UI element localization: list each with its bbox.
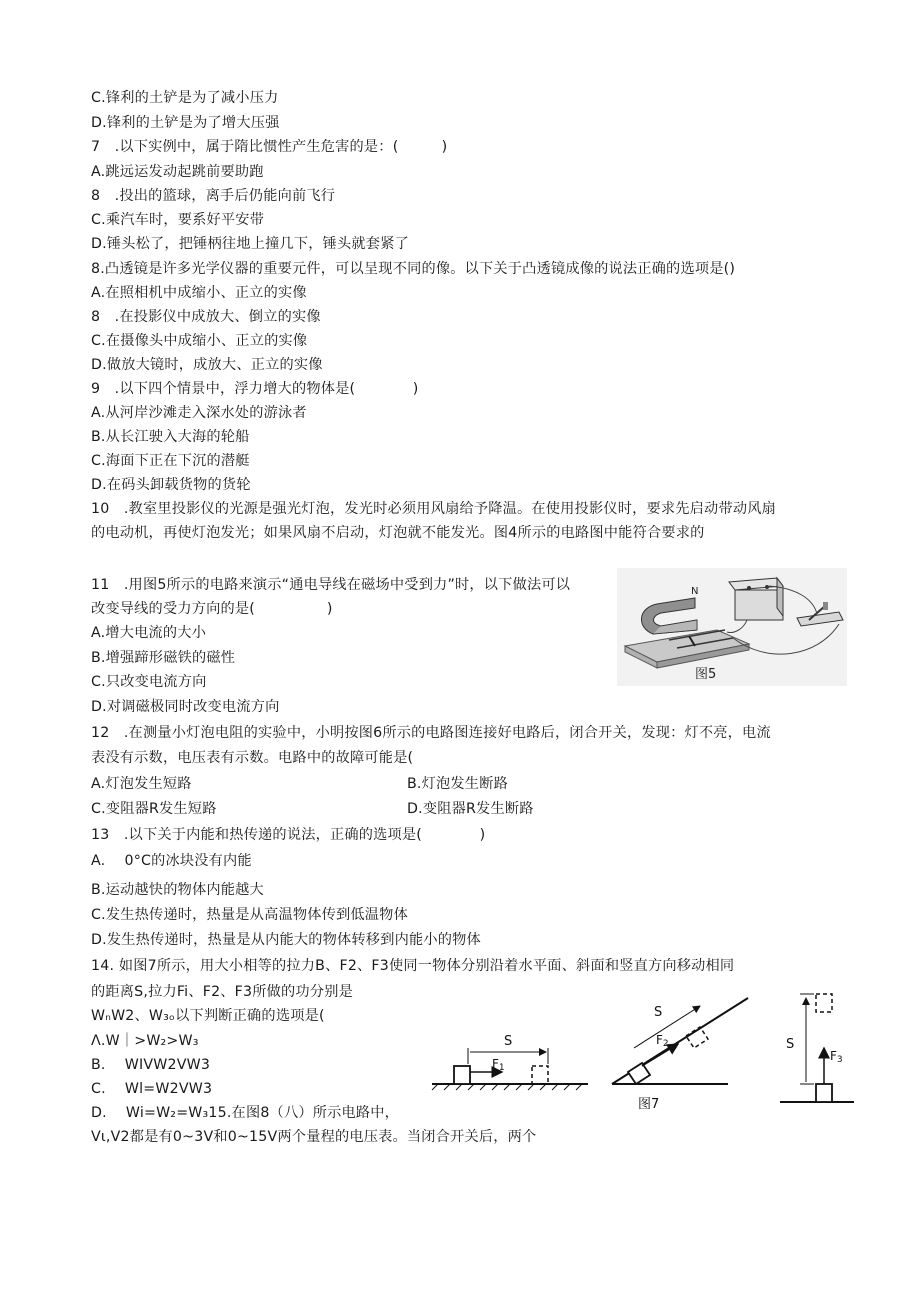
q15-stem-line2: Vι,V2都是有0~3V和0~15V两个量程的电压表。当闭合开关后，两个 (91, 1129, 537, 1145)
q13-option-c: C.发生热传递时，热量是从高温物体传到低温物体 (91, 907, 408, 923)
figure-5-caption: 图5 (695, 667, 717, 682)
q9-option-c: C.海面下正在下沉的潜艇 (91, 453, 250, 469)
q14-stem-line3: WₙW2、W₃ₒ以下判断正确的选项是( (91, 1008, 325, 1024)
figure-7-force-3-sub: 3 (836, 1055, 843, 1065)
figure-5 (617, 568, 847, 686)
figure-7-distance-label-2: S (654, 1005, 663, 1020)
q13-stem: 13 .以下关于内能和热传递的说法，正确的选项是( ) (91, 827, 486, 843)
q12-option-b: B.灯泡发生断路 (407, 776, 508, 792)
q14-option-b: B. WIVW2VW3 (91, 1057, 211, 1073)
q14-option-d-q15-stem: D. Wi=W₂=W₃15.在图8（八）所示电路中， (91, 1105, 400, 1121)
q7-option-a: A.跳远运发动起跳前要助跑 (91, 164, 264, 180)
q14-stem-line2: 的距离S,拉力Fi、F2、F3所做的功分别是 (91, 984, 353, 1000)
q9-option-d: D.在码头卸载货物的货轮 (91, 477, 251, 493)
q11-option-d: D.对调磁极同时改变电流方向 (91, 699, 280, 715)
q14-option-c: C. Wl=W2VW3 (91, 1081, 213, 1097)
q12-stem-line2: 表没有示数，电压表有示数。电路中的故障可能是( (91, 750, 414, 766)
q12-option-c: C.变阻器R发生短路 (91, 801, 217, 817)
q13-option-d: D.发生热传递时，热量是从内能大的物体转移到内能小的物体 (91, 932, 481, 948)
figure-7-caption: 图7 (638, 1097, 660, 1112)
q14-stem-line1: 14. 如图7所示，用大小相等的拉力B、F2、F3使同一物体分别沿着水平面、斜面和竖直方向移动相同 (91, 958, 735, 974)
q8-option-c: C.在摄像头中成缩小、正立的实像 (91, 333, 308, 349)
figure-7-force-1-sub: 1 (498, 1063, 505, 1073)
q13-option-b: B.运动越快的物体内能越大 (91, 882, 264, 898)
figure-7-illustration (428, 988, 858, 1116)
figure-5-pole-label: N (691, 586, 699, 597)
figure-7-force-3-letter: F (830, 1049, 837, 1063)
q12-stem-line1: 12 .在测量小灯泡电阻的实验中，小明按图6所示的电路图连接好电路后，闭合开关，发现：灯不亮，电流 (91, 725, 771, 741)
q10-stem-line1: 10 .教室里投影仪的光源是强光灯泡，发光时必须用风扇给予降温。在使用投影仪时，要求先启动带动风扇 (91, 501, 776, 517)
q11-stem-line2: 改变导线的受力方向的是( ) (91, 601, 333, 617)
q9-stem: 9 .以下四个情景中，浮力增大的物体是( ) (91, 381, 419, 397)
q11-option-a: A.增大电流的大小 (91, 625, 207, 641)
q12-option-row1 (91, 774, 508, 794)
q12-option-d: D.变阻器R发生断路 (407, 801, 534, 817)
q7-option-d: D.锤头松了，把锤柄往地上撞几下，锤头就套紧了 (91, 236, 409, 252)
q8-option-d: D.做放大镜时，成放大、正立的实像 (91, 357, 323, 373)
q12-option-a: A.灯泡发生短路 (91, 776, 192, 792)
q12-option-row2 (91, 799, 534, 819)
q14-option-a: Λ.W｜>W₂>W₃ (91, 1033, 199, 1049)
q6-option-c: C.锋利的土铲是为了减小压力 (91, 90, 279, 106)
q11-stem-line1: 11 .用图5所示的电路来演示“通电导线在磁场中受到力”时，以下做法可以 (91, 577, 571, 593)
q6-option-d: D.锋利的土铲是为了增大压强 (91, 115, 280, 131)
q13-option-a: A. 0°C的冰块没有内能 (91, 853, 252, 869)
q8-stem: 8.凸透镜是许多光学仪器的重要元件，可以呈现不同的像。以下关于凸透镜成像的说法正确的选项是() (91, 261, 736, 277)
figure-7-force-1-label (492, 1057, 505, 1073)
q7-stem: 7 .以下实例中，属于隋比惯性产生危害的是：( ) (91, 139, 448, 155)
figure-7 (428, 988, 858, 1116)
q8-option-a: A.在照相机中成缩小、正立的实像 (91, 285, 307, 301)
q10-stem-line2: 的电动机，再使灯泡发光；如果风扇不启动，灯泡就不能发光。图4所示的电路图中能符合要求的 (91, 525, 705, 541)
q9-option-a: A.从河岸沙滩走入深水处的游泳者 (91, 405, 307, 421)
figure-7-force-3-label (830, 1049, 843, 1065)
q7-option-b: 8 .投出的篮球，离手后仍能向前飞行 (91, 188, 336, 204)
figure-7-force-1-letter: F (492, 1057, 499, 1071)
figure-7-force-2-sub: 2 (662, 1039, 669, 1049)
figure-7-incline-panel (612, 998, 748, 1112)
q8-option-b: 8 .在投影仪中成放大、倒立的实像 (91, 309, 321, 325)
q11-option-c: C.只改变电流方向 (91, 674, 207, 690)
figure-5-illustration (617, 568, 847, 686)
figure-7-force-2-letter: F (656, 1033, 663, 1047)
figure-7-force-2-label (656, 1033, 669, 1049)
q11-option-b: B.增强蹄形磁铁的磁性 (91, 650, 236, 666)
q9-option-b: B.从长江驶入大海的轮船 (91, 429, 250, 445)
figure-7-vertical-panel (780, 994, 854, 1102)
q7-option-c: C.乘汽车时，要系好平安带 (91, 212, 265, 228)
figure-7-distance-label-1: S (504, 1034, 513, 1049)
figure-7-horizontal-panel (432, 1034, 588, 1090)
figure-7-distance-label-3: S (786, 1037, 795, 1052)
